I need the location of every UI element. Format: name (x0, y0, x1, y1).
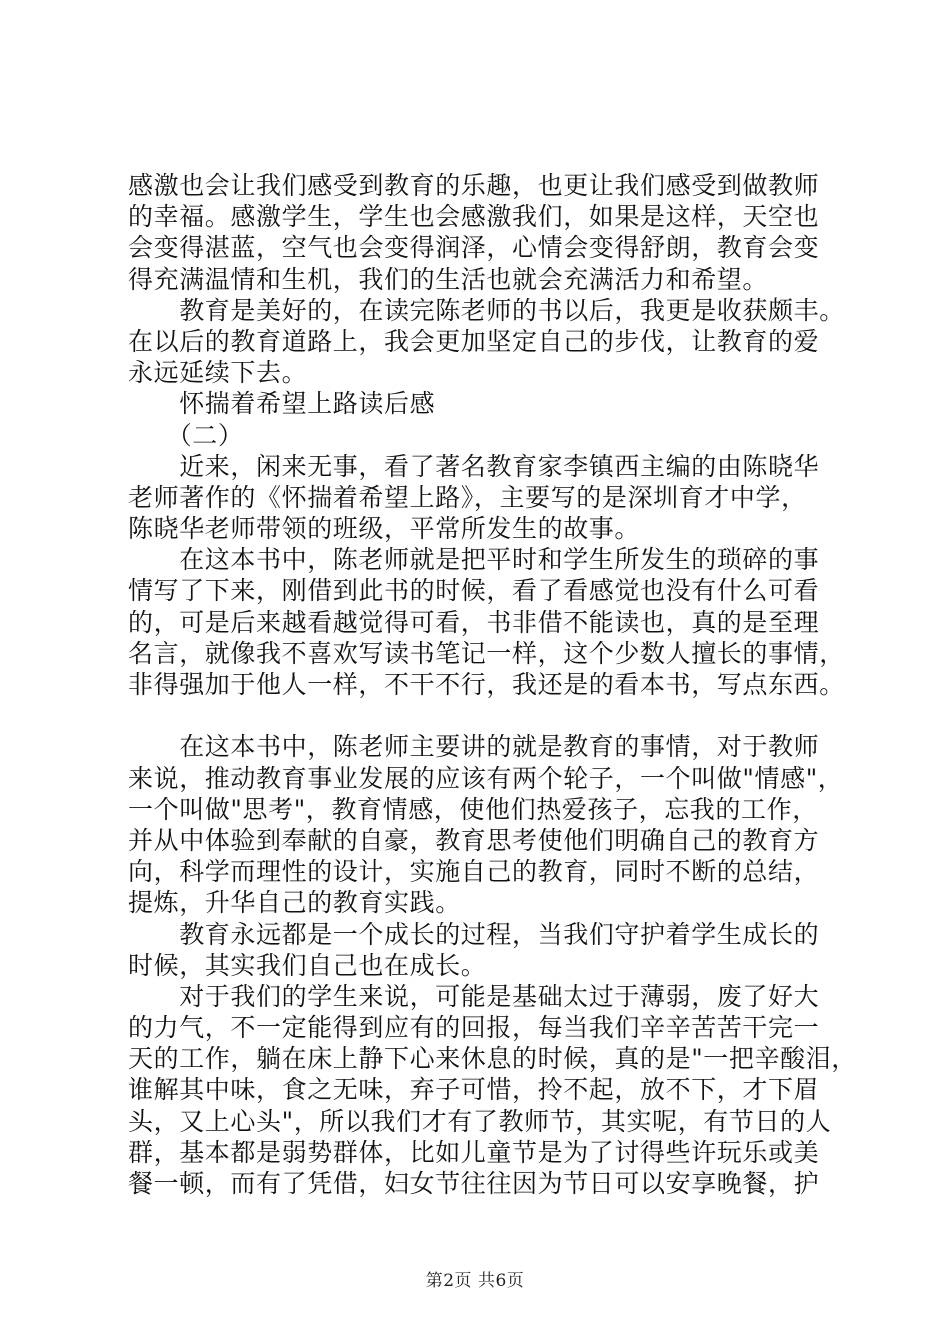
text-line: 餐一顿，而有了凭借，妇女节往往因为节日可以安享晚餐，护 (128, 1169, 820, 1198)
text-line: 的幸福。感激学生，学生也会感激我们，如果是这样，天空也 (128, 202, 820, 232)
text-line: 会变得湛蓝，空气也会变得润泽，心情会变得舒朗，教育会变 (128, 233, 820, 263)
text-line: 一个叫做"思考"，教育情感，使他们热爱孩子，忘我的工作， (128, 794, 818, 824)
text-line: 谁解其中味，食之无味，弃子可惜，拎不起，放不下，才下眉 (128, 1075, 820, 1105)
text-line: 感激也会让我们感受到教育的乐趣，也更让我们感受到做教师 (128, 171, 820, 200)
text-line: 向，科学而理性的设计，实施自己的教育，同时不断的总结， (128, 857, 820, 887)
text-line: 老师著作的《怀揣着希望上路》，主要写的是深圳育才中学， (128, 482, 807, 512)
text-line: 名言，就像我不喜欢写读书笔记一样，这个少数人擅长的事情， (128, 638, 845, 668)
text-line: 时候，其实我们自己也在成长。 (128, 950, 487, 980)
text-line: 来说，推动教育事业发展的应该有两个轮子，一个叫做"情感"， (128, 763, 844, 793)
text-line: 在以后的教育道路上，我会更加坚定自己的步伐，让教育的爱 (128, 326, 820, 356)
text-line: 情写了下来，刚借到此书的时候，看了看感觉也没有什么可看 (128, 576, 820, 606)
text-line: 永远延续下去。 (128, 358, 308, 388)
text-line: 在这本书中，陈老师就是把平时和学生所发生的琐碎的事 (128, 545, 820, 575)
text-line: 近来，闲来无事，看了著名教育家李镇西主编的由陈晓华 (128, 451, 820, 481)
text-line: （二） (128, 420, 244, 450)
text-line: 并从中体验到奉献的自豪，教育思考使他们明确自己的教育方 (128, 825, 820, 855)
text-line: 对于我们的学生来说，可能是基础太过于薄弱，废了好大 (128, 981, 820, 1011)
document-body (128, 170, 857, 1199)
text-line: 在这本书中，陈老师主要讲的就是教育的事情，对于教师 (128, 732, 820, 762)
text-line: 头，又上心头"，所以我们才有了教师节，其实呢，有节日的人 (128, 1106, 832, 1136)
text-line: 群，基本都是弱势群体，比如儿童节是为了讨得些许玩乐或美 (128, 1137, 820, 1167)
text-line: 天的工作，躺在床上静下心来休息的时候，真的是"一把辛酸泪， (128, 1044, 857, 1074)
text-line: 提炼，升华自己的教育实践。 (128, 888, 461, 918)
text-line: 教育是美好的，在读完陈老师的书以后，我更是收获颇丰。 (128, 295, 845, 325)
text-line: 陈晓华老师带领的班级，平常所发生的故事。 (128, 514, 641, 544)
text-line: 非得强加于他人一样，不干不行，我还是的看本书，写点东西。 (128, 670, 845, 699)
text-line: 的，可是后来越看越觉得可看，书非借不能读也，真的是至理 (128, 607, 820, 637)
text-line: 怀揣着希望上路读后感 (128, 389, 436, 419)
blank-line (128, 700, 848, 731)
page-number-footer: 第2页 共6页 (425, 1271, 525, 1291)
text-line: 的力气，不一定能得到应有的回报，每当我们辛辛苦苦干完一 (128, 1013, 820, 1043)
text-line: 教育永远都是一个成长的过程，当我们守护着学生成长的 (128, 919, 820, 949)
text-line: 得充满温情和生机，我们的生活也就会充满活力和希望。 (128, 264, 769, 294)
